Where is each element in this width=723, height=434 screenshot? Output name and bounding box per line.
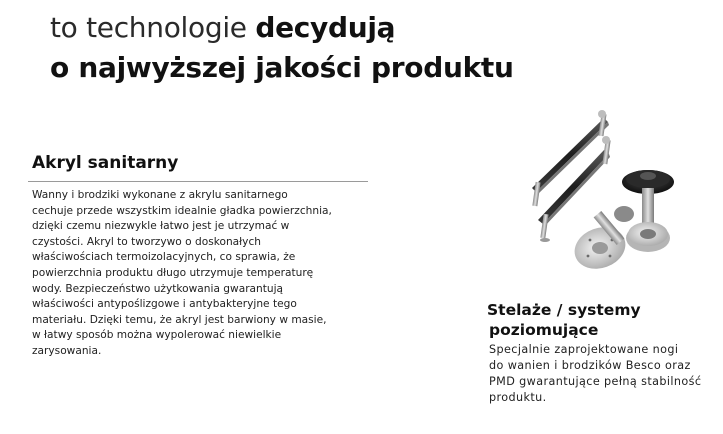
akryl-section-title: Akryl sanitarny [32, 153, 179, 173]
headline [50, 8, 710, 88]
headline-light-text: to technologie [50, 11, 256, 44]
akryl-description: Wanny i brodziki wykonane z akrylu sanitarnego cechuje przede wszystkim idealnie gładka powierzchnia, dzięki czemu niezwykle łatwo jest je utrzymać w czystości. Akryl to tworzywo o doskonałych właściwościach termoizolacyjnych, co sprawia, że powierzchnia produktu długo utrzymuje temperaturę wody. Bezpieczeństwo użytkowania gwarantują właściwości antypoślizgowe i antybakteryjne tego materiału. Dzięki temu, że akryl jest barwiony w masie, w łatwy sposób można wypolerować niewielkie zarysowania. [32, 189, 332, 357]
stelaze-description-line: do wanien i brodzików Besco oraz [489, 359, 691, 372]
leveling-feet-product-image [520, 110, 720, 290]
stelaze-description-line: PMD gwarantujące pełną stabilność [489, 375, 702, 388]
stelaze-description [489, 342, 721, 406]
stelaze-section-title [487, 300, 641, 340]
headline-line-1 [50, 8, 710, 48]
stelaze-description-line: produktu. [489, 391, 547, 404]
headline-line-2: o najwyższej jakości produktu [50, 51, 514, 84]
akryl-divider [28, 181, 368, 182]
stelaze-title-line-1: Stelaże / systemy [487, 301, 641, 319]
leveling-foot-angled [569, 206, 634, 276]
headline-bold-text: decydują [255, 11, 396, 44]
stelaze-description-line: Specjalnie zaprojektowane nogi [489, 343, 679, 356]
stelaze-title-line-2: poziomujące [489, 321, 599, 339]
